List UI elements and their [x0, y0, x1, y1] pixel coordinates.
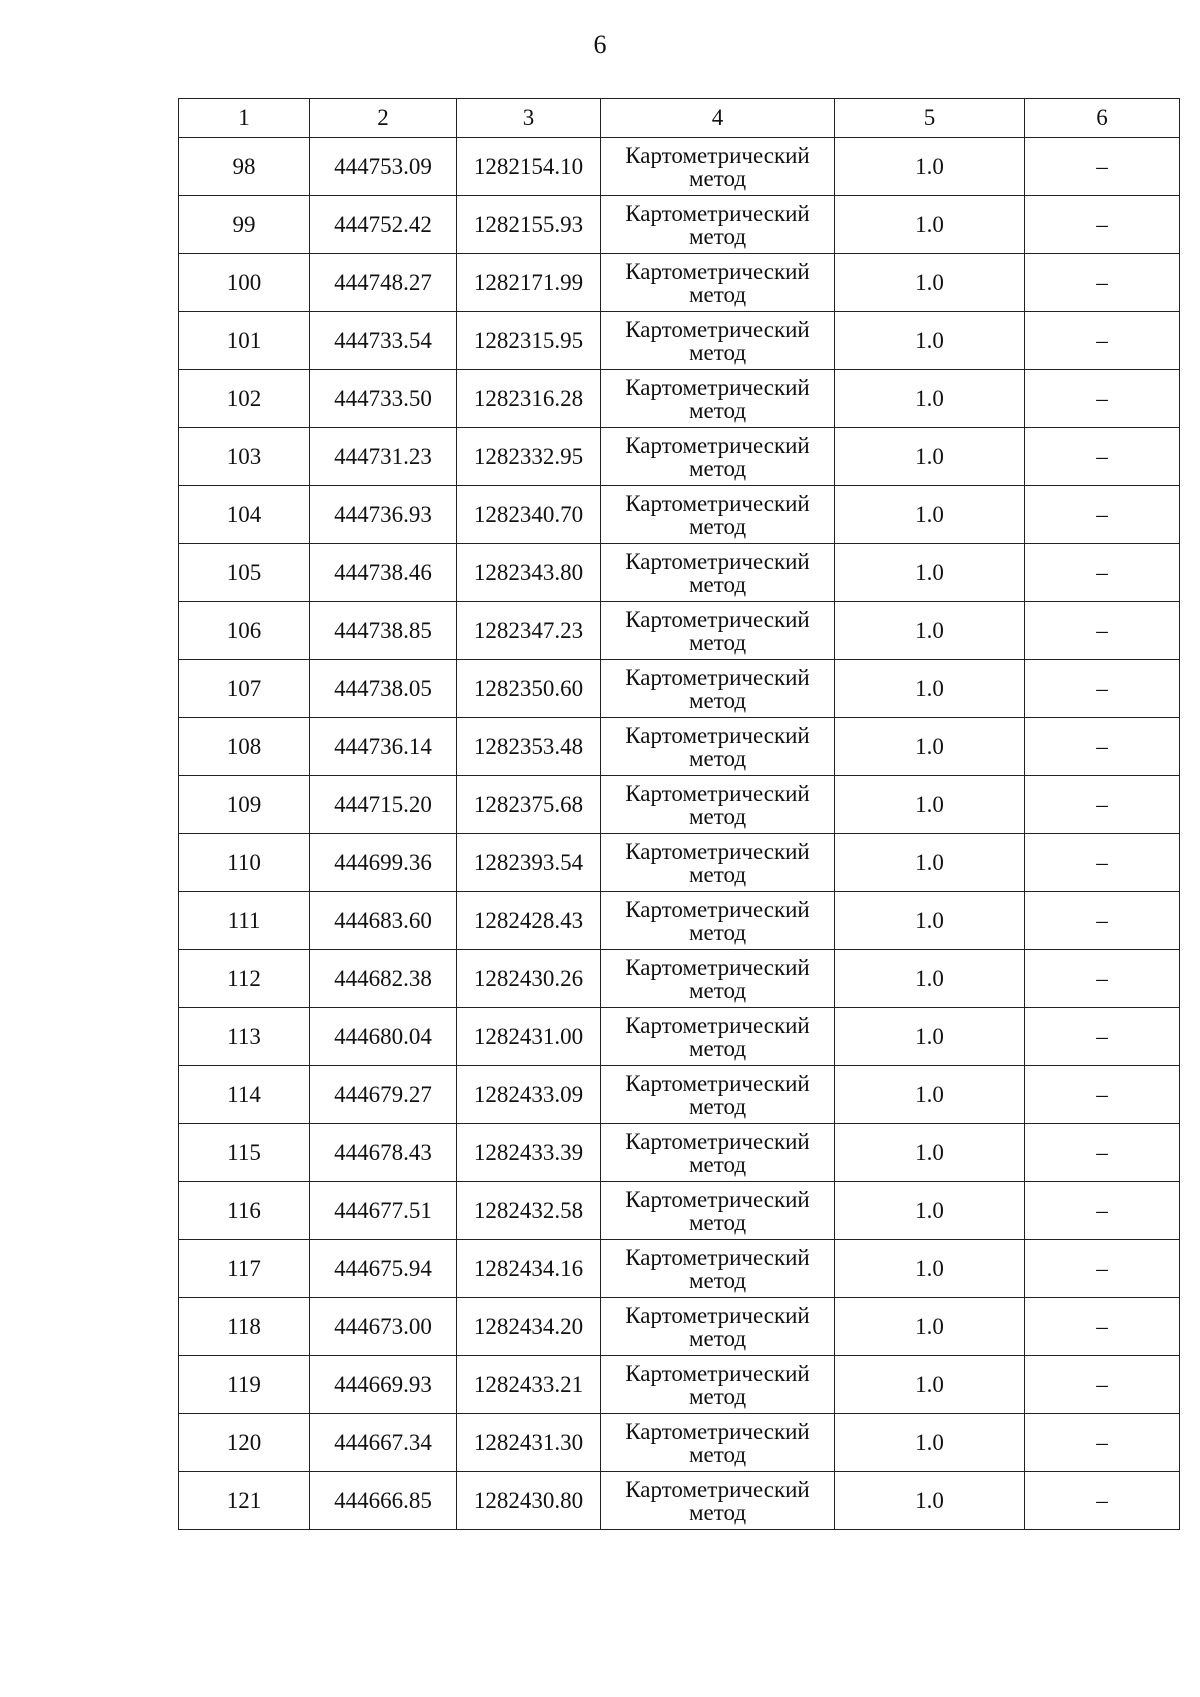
method-cell	[601, 834, 835, 892]
y-coordinate-cell: 1282350.60	[457, 660, 601, 718]
y-coordinate-cell: 1282430.26	[457, 950, 601, 1008]
method-line: Картометрический	[625, 606, 810, 632]
method-line: Картометрический	[625, 200, 810, 226]
method-line: Картометрический	[625, 1302, 810, 1328]
accuracy-cell: 1.0	[835, 834, 1025, 892]
method-cell	[601, 718, 835, 776]
y-coordinate-cell: 1282315.95	[457, 312, 601, 370]
y-coordinate-cell: 1282434.16	[457, 1240, 601, 1298]
table-row	[179, 1066, 1180, 1124]
note-cell: –	[1025, 312, 1180, 370]
method-cell	[601, 428, 835, 486]
table-row	[179, 370, 1180, 428]
header-row	[179, 99, 1180, 138]
note-cell: –	[1025, 138, 1180, 196]
table-row	[179, 1356, 1180, 1414]
method-cell	[601, 1066, 835, 1124]
point-number-cell: 102	[179, 370, 310, 428]
method-cell	[601, 1124, 835, 1182]
x-coordinate-cell: 444738.46	[310, 544, 457, 602]
point-number-cell: 99	[179, 196, 310, 254]
accuracy-cell: 1.0	[835, 1356, 1025, 1414]
table-row	[179, 486, 1180, 544]
method-cell	[601, 1240, 835, 1298]
note-cell: –	[1025, 776, 1180, 834]
method-line: Картометрический	[625, 1128, 810, 1154]
note-cell: –	[1025, 602, 1180, 660]
y-coordinate-cell: 1282375.68	[457, 776, 601, 834]
x-coordinate-cell: 444699.36	[310, 834, 457, 892]
table-row	[179, 950, 1180, 1008]
point-number-cell: 112	[179, 950, 310, 1008]
method-cell	[601, 1298, 835, 1356]
accuracy-cell: 1.0	[835, 1240, 1025, 1298]
method-line: Картометрический	[625, 1360, 810, 1386]
method-cell	[601, 138, 835, 196]
method-line: метод	[688, 1035, 747, 1061]
accuracy-cell: 1.0	[835, 776, 1025, 834]
x-coordinate-cell: 444738.05	[310, 660, 457, 718]
table-row	[179, 1124, 1180, 1182]
table-row	[179, 660, 1180, 718]
table-row	[179, 1182, 1180, 1240]
point-number-cell: 98	[179, 138, 310, 196]
method-line: Картометрический	[625, 1244, 810, 1270]
method-line: Картометрический	[625, 722, 810, 748]
accuracy-cell: 1.0	[835, 1472, 1025, 1530]
method-line: Картометрический	[625, 490, 810, 516]
point-number-cell: 111	[179, 892, 310, 950]
method-cell	[601, 1472, 835, 1530]
method-line: метод	[688, 977, 747, 1003]
y-coordinate-cell: 1282340.70	[457, 486, 601, 544]
point-number-cell: 106	[179, 602, 310, 660]
accuracy-cell: 1.0	[835, 1008, 1025, 1066]
point-number-cell: 120	[179, 1414, 310, 1472]
note-cell: –	[1025, 950, 1180, 1008]
accuracy-cell: 1.0	[835, 370, 1025, 428]
note-cell: –	[1025, 1356, 1180, 1414]
method-line: метод	[688, 339, 747, 365]
note-cell: –	[1025, 892, 1180, 950]
method-cell	[601, 950, 835, 1008]
table-row	[179, 254, 1180, 312]
method-line: метод	[688, 1151, 747, 1177]
y-coordinate-cell: 1282434.20	[457, 1298, 601, 1356]
x-coordinate-cell: 444733.54	[310, 312, 457, 370]
method-line: метод	[688, 629, 747, 655]
table-row	[179, 718, 1180, 776]
method-line: Картометрический	[625, 432, 810, 458]
method-line: метод	[688, 687, 747, 713]
point-number-cell: 110	[179, 834, 310, 892]
x-coordinate-cell: 444748.27	[310, 254, 457, 312]
method-line: метод	[688, 513, 747, 539]
point-number-cell: 118	[179, 1298, 310, 1356]
y-coordinate-cell: 1282332.95	[457, 428, 601, 486]
method-cell	[601, 544, 835, 602]
y-coordinate-cell: 1282353.48	[457, 718, 601, 776]
accuracy-cell: 1.0	[835, 196, 1025, 254]
table-row	[179, 428, 1180, 486]
method-line: Картометрический	[625, 1418, 810, 1444]
point-number-cell: 119	[179, 1356, 310, 1414]
table-row	[179, 1472, 1180, 1530]
method-cell	[601, 892, 835, 950]
x-coordinate-cell: 444677.51	[310, 1182, 457, 1240]
point-number-cell: 115	[179, 1124, 310, 1182]
accuracy-cell: 1.0	[835, 1182, 1025, 1240]
method-cell	[601, 1356, 835, 1414]
x-coordinate-cell: 444675.94	[310, 1240, 457, 1298]
x-coordinate-cell: 444736.93	[310, 486, 457, 544]
accuracy-cell: 1.0	[835, 602, 1025, 660]
x-coordinate-cell: 444682.38	[310, 950, 457, 1008]
method-line: метод	[688, 745, 747, 771]
accuracy-cell: 1.0	[835, 486, 1025, 544]
method-line: метод	[688, 1325, 747, 1351]
method-line: метод	[688, 165, 747, 191]
method-cell	[601, 1414, 835, 1472]
table-row	[179, 892, 1180, 950]
method-cell	[601, 312, 835, 370]
method-line: Картометрический	[625, 1070, 810, 1096]
point-number-cell: 117	[179, 1240, 310, 1298]
method-line: Картометрический	[625, 316, 810, 342]
method-line: Картометрический	[625, 1186, 810, 1212]
header-col-3: 3	[457, 99, 601, 138]
x-coordinate-cell: 444753.09	[310, 138, 457, 196]
x-coordinate-cell: 444680.04	[310, 1008, 457, 1066]
point-number-cell: 104	[179, 486, 310, 544]
y-coordinate-cell: 1282430.80	[457, 1472, 601, 1530]
x-coordinate-cell: 444669.93	[310, 1356, 457, 1414]
method-line: Картометрический	[625, 954, 810, 980]
x-coordinate-cell: 444673.00	[310, 1298, 457, 1356]
table-row	[179, 1298, 1180, 1356]
x-coordinate-cell: 444683.60	[310, 892, 457, 950]
method-line: Картометрический	[625, 374, 810, 400]
note-cell: –	[1025, 428, 1180, 486]
method-line: метод	[688, 397, 747, 423]
note-cell: –	[1025, 544, 1180, 602]
note-cell: –	[1025, 718, 1180, 776]
note-cell: –	[1025, 196, 1180, 254]
table-row	[179, 544, 1180, 602]
note-cell: –	[1025, 1008, 1180, 1066]
y-coordinate-cell: 1282433.39	[457, 1124, 601, 1182]
point-number-cell: 109	[179, 776, 310, 834]
y-coordinate-cell: 1282432.58	[457, 1182, 601, 1240]
x-coordinate-cell: 444666.85	[310, 1472, 457, 1530]
method-cell	[601, 1182, 835, 1240]
note-cell: –	[1025, 660, 1180, 718]
method-line: метод	[688, 455, 747, 481]
accuracy-cell: 1.0	[835, 428, 1025, 486]
x-coordinate-cell: 444679.27	[310, 1066, 457, 1124]
method-line: Картометрический	[625, 1012, 810, 1038]
y-coordinate-cell: 1282155.93	[457, 196, 601, 254]
method-cell	[601, 776, 835, 834]
method-line: Картометрический	[625, 664, 810, 690]
y-coordinate-cell: 1282433.21	[457, 1356, 601, 1414]
accuracy-cell: 1.0	[835, 544, 1025, 602]
y-coordinate-cell: 1282343.80	[457, 544, 601, 602]
table-row	[179, 776, 1180, 834]
note-cell: –	[1025, 370, 1180, 428]
accuracy-cell: 1.0	[835, 138, 1025, 196]
x-coordinate-cell: 444733.50	[310, 370, 457, 428]
note-cell: –	[1025, 1182, 1180, 1240]
y-coordinate-cell: 1282431.00	[457, 1008, 601, 1066]
y-coordinate-cell: 1282154.10	[457, 138, 601, 196]
note-cell: –	[1025, 254, 1180, 312]
accuracy-cell: 1.0	[835, 950, 1025, 1008]
page-number: 6	[593, 30, 607, 59]
note-cell: –	[1025, 1124, 1180, 1182]
method-line: Картометрический	[625, 258, 810, 284]
method-line: метод	[688, 223, 747, 249]
x-coordinate-cell: 444752.42	[310, 196, 457, 254]
x-coordinate-cell: 444715.20	[310, 776, 457, 834]
table-row	[179, 602, 1180, 660]
method-line: Картометрический	[625, 780, 810, 806]
x-coordinate-cell: 444736.14	[310, 718, 457, 776]
accuracy-cell: 1.0	[835, 892, 1025, 950]
method-line: метод	[688, 919, 747, 945]
note-cell: –	[1025, 1240, 1180, 1298]
point-number-cell: 100	[179, 254, 310, 312]
y-coordinate-cell: 1282171.99	[457, 254, 601, 312]
table-row	[179, 834, 1180, 892]
method-line: метод	[688, 861, 747, 887]
table-row	[179, 312, 1180, 370]
accuracy-cell: 1.0	[835, 1414, 1025, 1472]
method-line: Картометрический	[625, 838, 810, 864]
header-col-5: 5	[835, 99, 1025, 138]
y-coordinate-cell: 1282316.28	[457, 370, 601, 428]
table-row	[179, 196, 1180, 254]
table-row	[179, 1240, 1180, 1298]
y-coordinate-cell: 1282393.54	[457, 834, 601, 892]
accuracy-cell: 1.0	[835, 1298, 1025, 1356]
method-line: Картометрический	[625, 896, 810, 922]
method-cell	[601, 370, 835, 428]
point-number-cell: 103	[179, 428, 310, 486]
method-cell	[601, 660, 835, 718]
method-line: метод	[688, 1093, 747, 1119]
note-cell: –	[1025, 834, 1180, 892]
header-col-1: 1	[179, 99, 310, 138]
accuracy-cell: 1.0	[835, 1124, 1025, 1182]
method-cell	[601, 196, 835, 254]
point-number-cell: 113	[179, 1008, 310, 1066]
point-number-cell: 108	[179, 718, 310, 776]
x-coordinate-cell: 444678.43	[310, 1124, 457, 1182]
y-coordinate-cell: 1282431.30	[457, 1414, 601, 1472]
x-coordinate-cell: 444738.85	[310, 602, 457, 660]
header-col-2: 2	[310, 99, 457, 138]
note-cell: –	[1025, 1298, 1180, 1356]
method-line: метод	[688, 1499, 747, 1525]
point-number-cell: 101	[179, 312, 310, 370]
y-coordinate-cell: 1282433.09	[457, 1066, 601, 1124]
point-number-cell: 114	[179, 1066, 310, 1124]
point-number-cell: 121	[179, 1472, 310, 1530]
method-line: метод	[688, 281, 747, 307]
point-number-cell: 107	[179, 660, 310, 718]
x-coordinate-cell: 444667.34	[310, 1414, 457, 1472]
method-line: Картометрический	[625, 1476, 810, 1502]
method-cell	[601, 1008, 835, 1066]
note-cell: –	[1025, 1472, 1180, 1530]
coordinates-table	[178, 98, 1180, 1530]
method-line: метод	[688, 803, 747, 829]
note-cell: –	[1025, 486, 1180, 544]
method-line: метод	[688, 1209, 747, 1235]
method-line: Картометрический	[625, 548, 810, 574]
x-coordinate-cell: 444731.23	[310, 428, 457, 486]
accuracy-cell: 1.0	[835, 1066, 1025, 1124]
method-cell	[601, 254, 835, 312]
accuracy-cell: 1.0	[835, 254, 1025, 312]
method-line: метод	[688, 1441, 747, 1467]
header-col-6: 6	[1025, 99, 1180, 138]
accuracy-cell: 1.0	[835, 312, 1025, 370]
note-cell: –	[1025, 1066, 1180, 1124]
method-line: метод	[688, 1383, 747, 1409]
note-cell: –	[1025, 1414, 1180, 1472]
y-coordinate-cell: 1282428.43	[457, 892, 601, 950]
method-cell	[601, 486, 835, 544]
table-row	[179, 1414, 1180, 1472]
accuracy-cell: 1.0	[835, 718, 1025, 776]
table-row	[179, 138, 1180, 196]
table-row	[179, 1008, 1180, 1066]
header-col-4: 4	[601, 99, 835, 138]
method-line: метод	[688, 571, 747, 597]
point-number-cell: 116	[179, 1182, 310, 1240]
point-number-cell: 105	[179, 544, 310, 602]
method-line: метод	[688, 1267, 747, 1293]
method-line: Картометрический	[625, 142, 810, 168]
method-cell	[601, 602, 835, 660]
accuracy-cell: 1.0	[835, 660, 1025, 718]
y-coordinate-cell: 1282347.23	[457, 602, 601, 660]
